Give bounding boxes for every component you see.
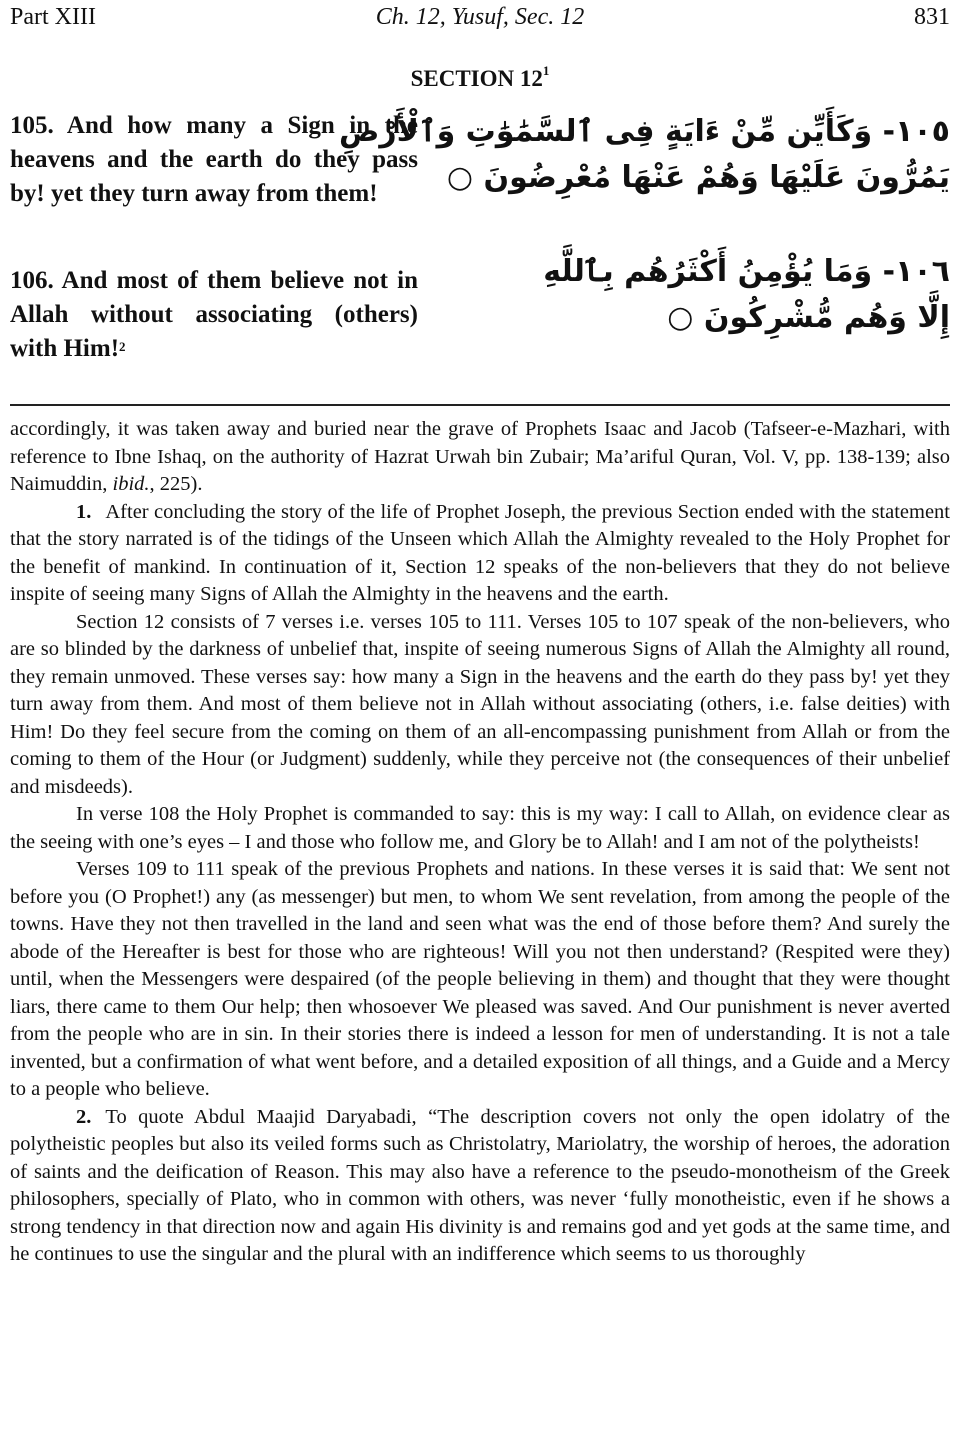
verse-105-arabic — [339, 109, 950, 201]
footnote-text: After concluding the story of the life of Prophet Joseph, the previous Section ended with the statement that the story narrated is of the tidings of the Unseen which Allah the Almighty revealed to the Holy Prophet for the benefit of mankind. In continuation of it, Section 12 speaks of the non-believers that they do not believe inspite of seeing many Signs of Allah the Almighty in the heavens and the earth. — [10, 500, 950, 605]
divider-rule — [10, 404, 950, 406]
running-header — [10, 0, 950, 40]
verse-footnote-mark: 2 — [119, 339, 126, 354]
verse-text: 105. And how many a Sign in the heavens and the earth do they pass by! yet they turn away from them! — [10, 112, 418, 207]
verse-106-arabic — [520, 249, 950, 341]
section-footnote-mark: 1 — [542, 63, 550, 78]
section-title: SECTION 12 — [410, 66, 543, 91]
footnote-number: 1. — [76, 500, 92, 523]
section-heading — [10, 63, 950, 106]
verse-text: 106. And most of them believe not in Allah without associating (others) with Him! — [10, 267, 418, 362]
commentary-paragraph — [10, 416, 950, 499]
commentary-paragraph: In verse 108 the Holy Prophet is commanded to say: this is my way: I call to Allah, on evidence clear as the seeing with one’s eyes – I and those who follow me, and Glory be to Allah! and I am not of the polytheists! — [10, 803, 950, 853]
arabic-line: إِلَّا وَهُم مُّشْرِكُونَ ○ — [667, 300, 950, 335]
verse-106-translation — [10, 264, 418, 366]
chapter-section-label: Ch. 12, Yusuf, Sec. 12 — [375, 4, 585, 30]
commentary-paragraph: Verses 109 to 111 speak of the previous Prophets and nations. In these verses it is said that: We sent not before you (O Prophet!) any (as messenger) but men, to whom We sent revelation, from among the people of the towns. Have they not then travelled in the land and seen what was the end of those before them? And surely the abode of the Hereafter is best for those who are righteous! Will you not then understand? (Respited were they) until, when the Messengers were despaired (of the people believing in them) and thought that they were thought liars, there came to them Our help; then whosoever We pleased was saved. And Our punishment is never averted from the people who are in sin. In their stories there is indeed a lesson for men of understanding. It is not a tale invented, but a confirmation of what went before, and a detailed exposition of all things, and a Guide and a Mercy to a people who believe. — [10, 858, 950, 1100]
part-label: Part XIII — [10, 4, 96, 30]
footnote-2 — [10, 1104, 950, 1269]
paragraph-text: , 225). — [149, 473, 203, 495]
paragraph-text: accordingly, it was taken away and buried near the grave of Prophets Isaac and Jacob (Tafseer-e-Mazhari, with reference to Ibne Ishaq, on the authority of Hazrat Urwah bin Zubair; Ma’ariful Quran, Vol. V, pp. 138-139; also Naimuddin, — [10, 418, 950, 495]
arabic-line: ١٠٦- وَمَا يُؤْمِنُ أَكْثَرُهُم بِٱللَّهِ — [543, 254, 950, 289]
verses-block — [10, 109, 950, 394]
page-number: 831 — [914, 4, 950, 30]
italic-citation: ibid. — [112, 473, 150, 495]
footnote-number: 2. — [76, 1105, 92, 1128]
arabic-line: يَمُرُّونَ عَلَيْهَا وَهُمْ عَنْهَا مُعْرِضُونَ ○ — [446, 160, 950, 195]
commentary-paragraph: Section 12 consists of 7 verses i.e. verses 105 to 111. Verses 105 to 107 speak of the non-believers, who are so blinded by the darkness of unbelief that, inspite of seeing numerous Signs of Allah the Almighty all round, they remain unmoved. These verses say: how many a Sign in the heavens and the earth do they pass by! yet they turn away from them. And most of them believe not in Allah without associating (others, i.e. false deities) with Him! Do they feel secure from the coming on them of an all-encompassing punishment from Allah or from the coming to them of the Hour (or Judgment) suddenly, while they perceive not (the consequences of their unbelief and misdeeds). — [10, 610, 950, 798]
footnote-text: To quote Abdul Maajid Daryabadi, “The description covers not only the open idolatry of the polytheistic peoples but also its veiled forms such as Christolatry, Mariolatry, the worship of heroes, the adoration of saints and the deification of Reason. This may also have a reference to the pseudo-monotheism of the Greek philosophers, specially of Plato, who in common with others, was never ‘fully monotheistic, even if he shows a strong tendency in that direction now and again His divinity is and remains god and yet gods at the same time, and he continues to use the singular and the plural with an indifference which seems to us thoroughly — [10, 1105, 950, 1265]
footnote-1 — [10, 499, 950, 609]
arabic-line: ١٠٥- وَكَأَيِّن مِّنْ ءَايَةٍ فِى ٱلسَّمَٰوَٰتِ وَٱلْأَرْضِ — [339, 114, 950, 149]
commentary — [10, 416, 950, 1269]
